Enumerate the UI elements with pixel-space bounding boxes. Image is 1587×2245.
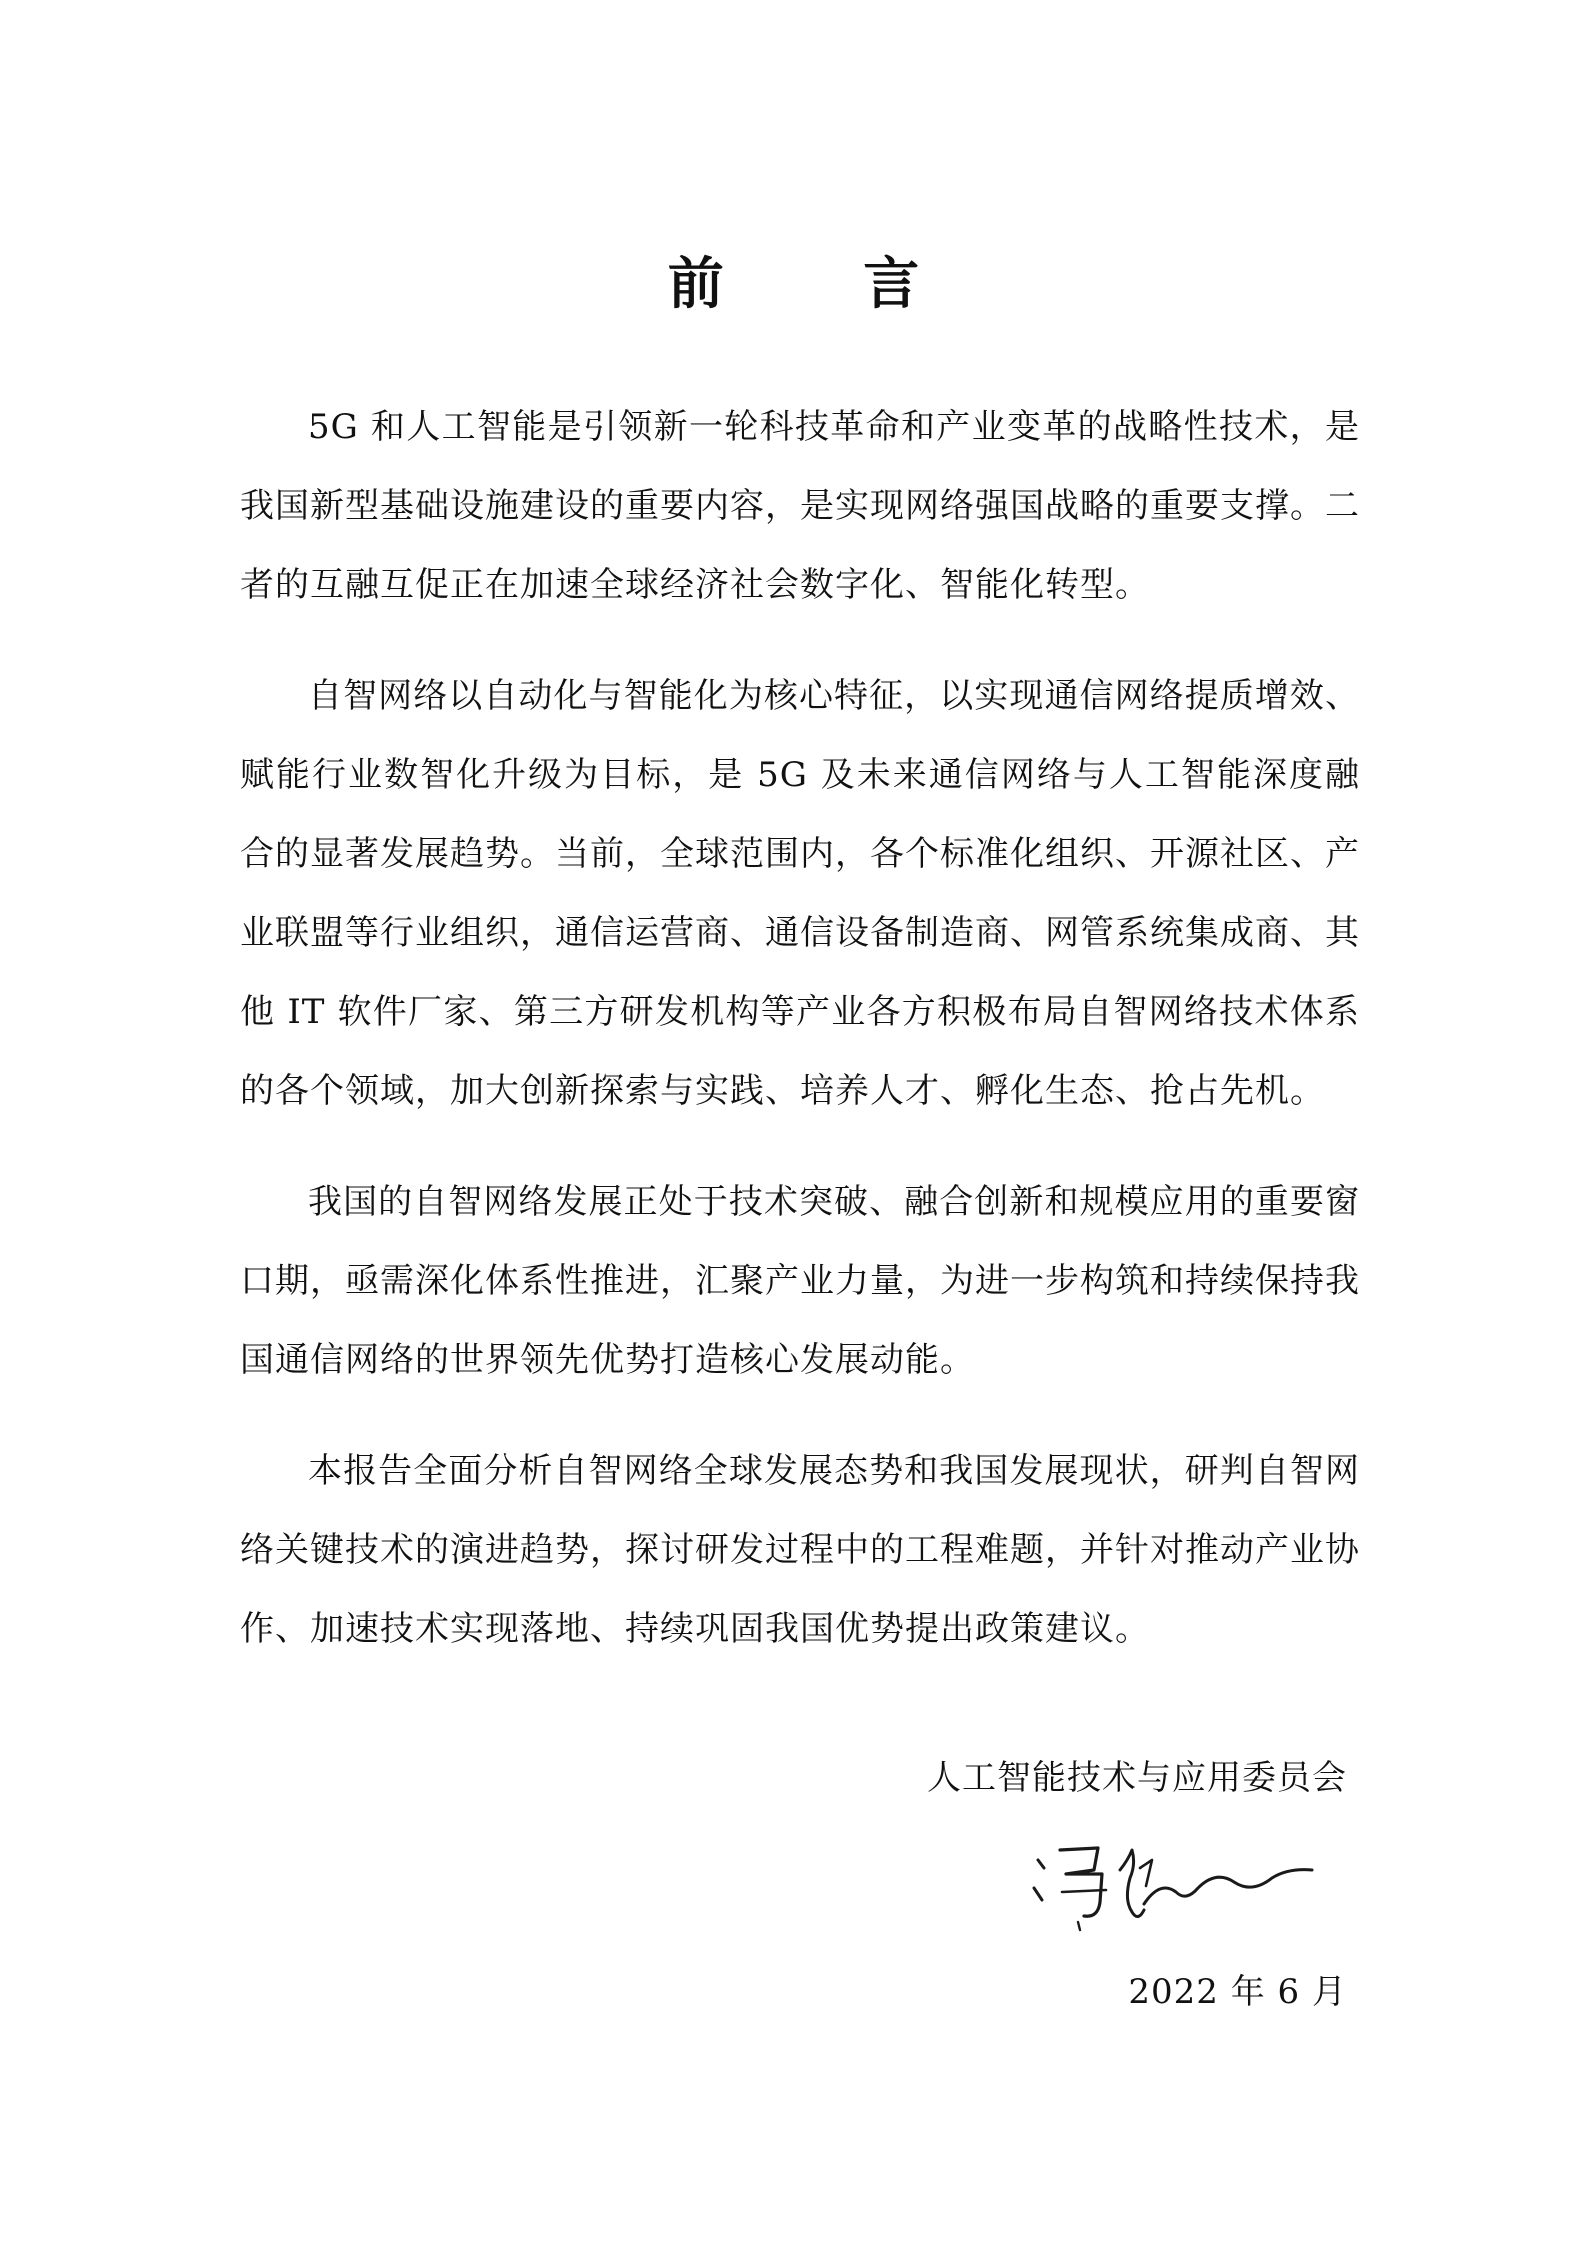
organization-name: 人工智能技术与应用委员会 xyxy=(927,1758,1347,1798)
preface-body xyxy=(240,388,1360,1669)
paragraph-2: 自智网络以自动化与智能化为核心特征，以实现通信网络提质增效、赋能行业数智化升级为目标，是 5G 及未来通信网络与人工智能深度融合的显著发展趋势。当前，全球范围内，各个标准化组织、开源社区、产业联盟等行业组织，通信运营商、通信设备制造商、网管系统集成商、其他 IT 软件厂家、第三方研发机构等产业各方积极布局自智网络技术体系的各个领域，加大创新探索与实践、培养人才、孵化生态、抢占先机。 xyxy=(240,676,1360,1111)
signature-block xyxy=(927,1738,1347,1818)
publication-date: 2022 年 6 月 xyxy=(1128,1972,1347,2012)
handwritten-signature xyxy=(1020,1830,1320,1940)
page-title: 前 言 xyxy=(667,252,980,317)
paragraph-4: 本报告全面分析自智网络全球发展态势和我国发展现状，研判自智网络关键技术的演进趋势，探讨研发过程中的工程难题，并针对推动产业协作、加速技术实现落地、持续巩固我国优势提出政策建议。 xyxy=(240,1451,1360,1649)
paragraph-1: 5G 和人工智能是引领新一轮科技革命和产业变革的战略性技术，是我国新型基础设施建设的重要内容，是实现网络强国战略的重要支撑。二者的互融互促正在加速全球经济社会数字化、智能化转型。 xyxy=(240,407,1360,605)
paragraph-3: 我国的自智网络发展正处于技术突破、融合创新和规模应用的重要窗口期，亟需深化体系性推进，汇聚产业力量，为进一步构筑和持续保持我国通信网络的世界领先优势打造核心发展动能。 xyxy=(240,1182,1360,1380)
